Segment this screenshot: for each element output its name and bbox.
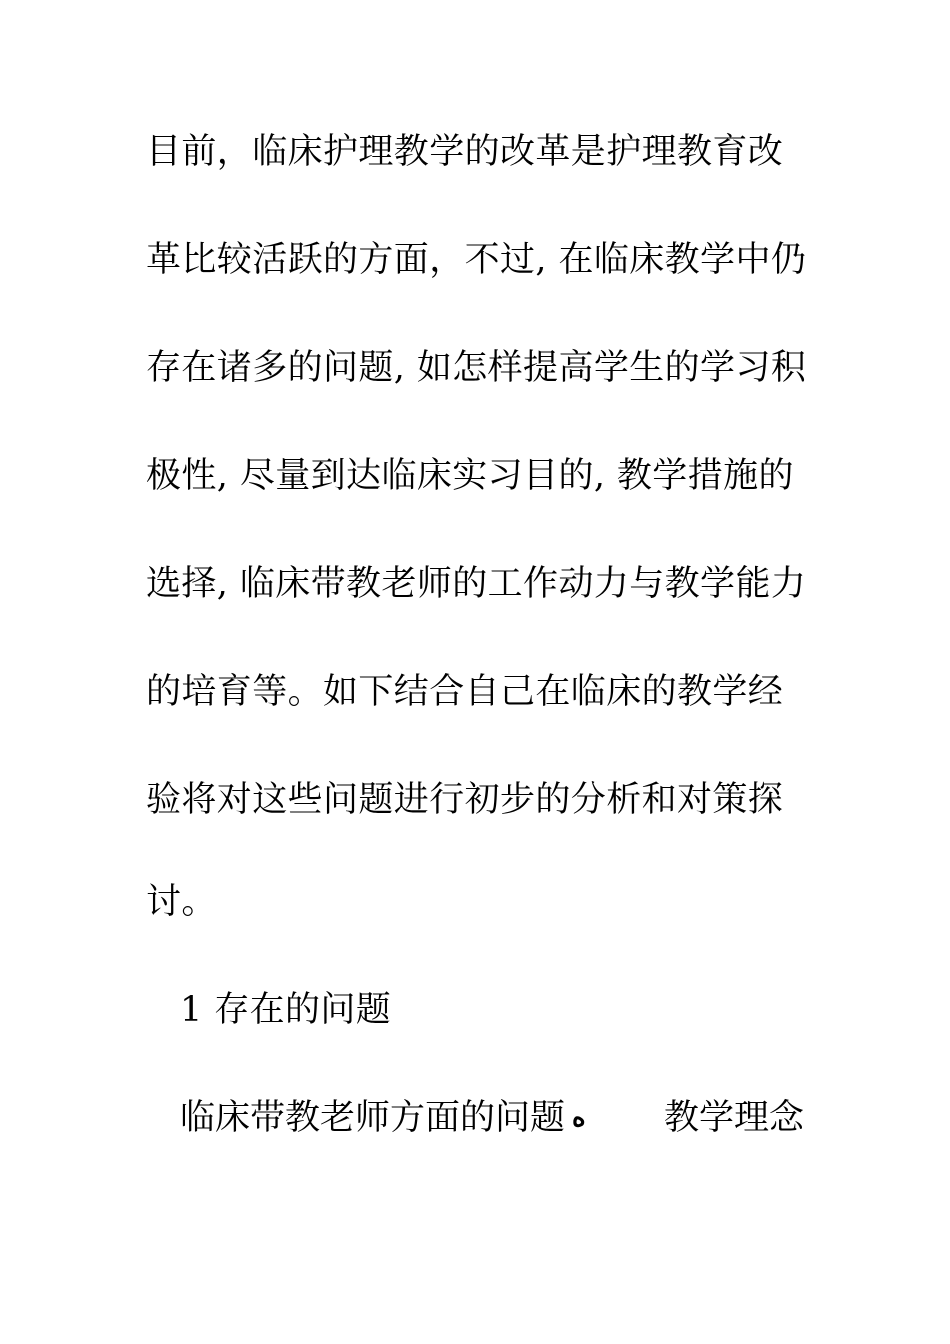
section-heading: 1 存在的问题 — [180, 990, 392, 1030]
paragraph-line-2: 革比较活跃的方面，不过, 在临床教学中仍 — [146, 240, 807, 280]
paragraph-line-4: 极性, 尽量到达临床实习目的, 教学措施的 — [146, 456, 794, 496]
subheading-row — [180, 1096, 820, 1140]
paragraph-line-7: 验将对这些问题进行初步的分析和对策探 — [146, 780, 784, 820]
subheading-left: 临床带教老师方面的问题 — [180, 1098, 566, 1138]
subheading-right: 教学理念 — [664, 1098, 805, 1138]
paragraph-line-1: 目前，临床护理教学的改革是护理教育改 — [146, 132, 784, 172]
paragraph-line-3: 存在诸多的问题, 如怎样提高学生的学习积 — [146, 348, 807, 388]
paragraph-line-6: 的培育等。如下结合自己在临床的教学经 — [146, 672, 784, 712]
subheading-glyph: ه — [572, 1103, 586, 1133]
paragraph-line-8: 讨。 — [146, 882, 217, 922]
paragraph-line-5: 选择, 临床带教老师的工作动力与教学能力 — [146, 564, 807, 604]
